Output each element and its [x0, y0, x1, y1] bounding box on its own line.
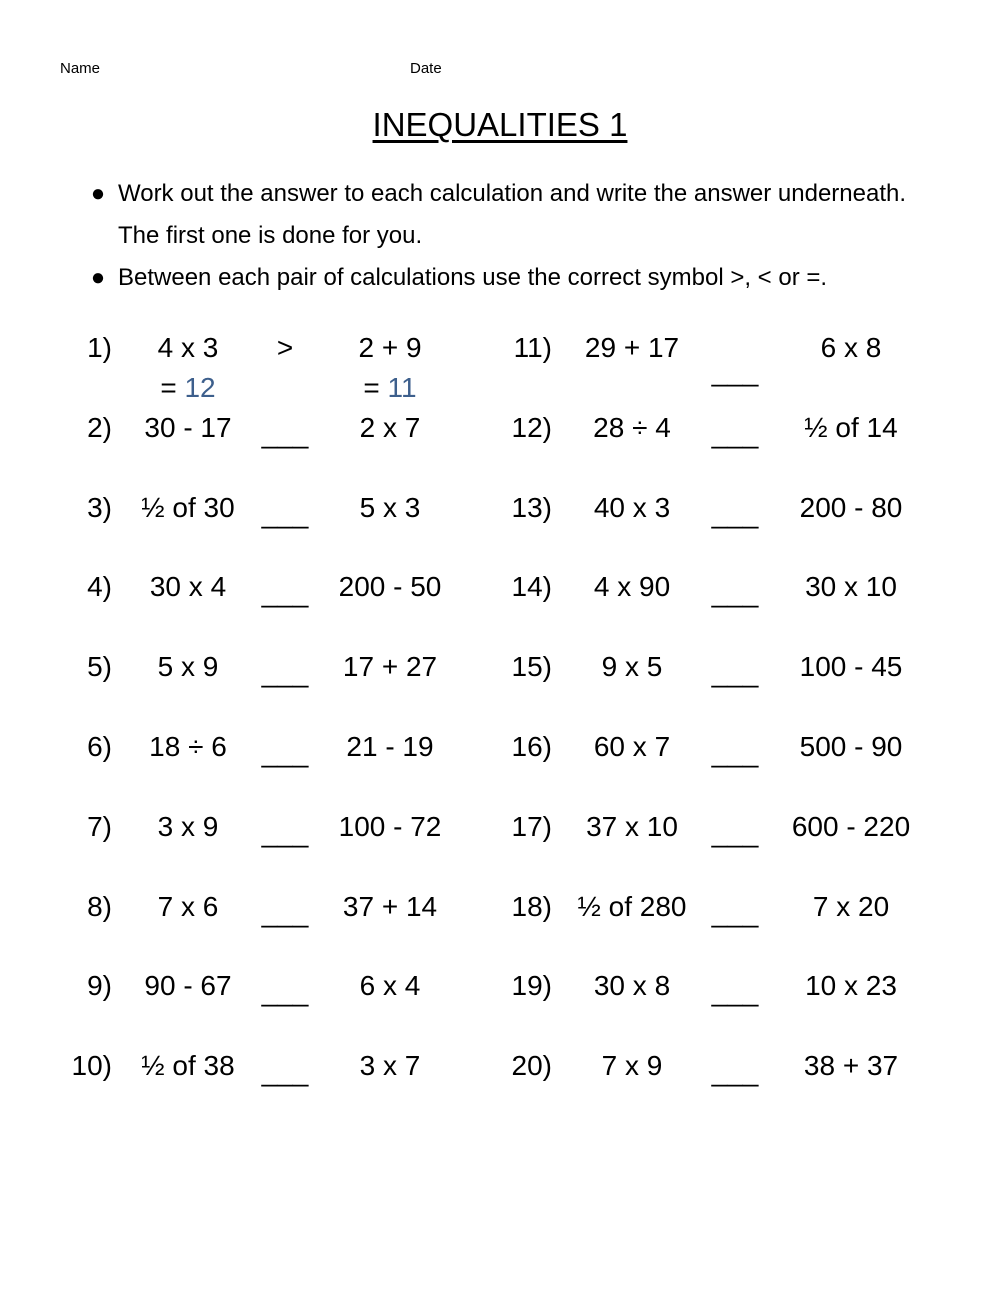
problem-number: 1) — [87, 332, 112, 363]
left-expression: 30 - 17 — [144, 411, 232, 443]
comparison-symbol: > — [276, 332, 294, 363]
answer-blank[interactable]: ___ — [261, 657, 309, 689]
left-expression: 4 x 90 — [593, 571, 671, 603]
problem-number: 19) — [511, 970, 552, 1002]
problem-number: 6) — [87, 731, 112, 762]
right-expression: 2 x 7 — [359, 411, 421, 443]
problem-number: 11) — [513, 332, 552, 363]
left-expression: 37 x 10 — [586, 810, 678, 842]
answer-blank[interactable]: ___ — [711, 896, 759, 928]
answer-blank[interactable]: ___ — [711, 1056, 759, 1088]
left-expression: 30 x 8 — [593, 970, 671, 1002]
answer-blank[interactable]: ___ — [711, 976, 759, 1008]
right-answer — [300, 368, 480, 408]
left-expression: 60 x 7 — [593, 731, 671, 762]
bullet-icon: ● — [90, 180, 106, 207]
name-label: Name — [60, 60, 101, 77]
problem-number: 9) — [87, 970, 112, 1002]
right-expression: 21 - 19 — [346, 731, 434, 762]
problem-number: 10) — [71, 1050, 112, 1082]
date-label: Date — [410, 60, 442, 77]
answer-blank[interactable]: ___ — [261, 577, 309, 609]
left-expression: 5 x 9 — [157, 651, 219, 683]
answer-blank[interactable]: ___ — [711, 816, 759, 848]
left-expression: 9 x 5 — [601, 651, 663, 683]
answer-blank[interactable]: ___ — [711, 356, 759, 387]
answer-value: 11 — [387, 372, 417, 403]
right-expression: 5 x 3 — [359, 491, 421, 523]
answer-blank[interactable]: ___ — [711, 417, 759, 449]
left-answer — [98, 368, 278, 408]
problem-number: 14) — [511, 571, 552, 603]
answer-blank[interactable]: ___ — [711, 737, 759, 768]
left-expression: 3 x 9 — [157, 810, 219, 842]
right-expression: 30 x 10 — [805, 571, 897, 603]
left-expression: ½ of 280 — [577, 890, 687, 922]
answer-blank[interactable]: ___ — [711, 577, 759, 609]
left-expression: 29 + 17 — [584, 332, 680, 363]
problem-number: 17) — [511, 810, 552, 842]
right-expression: 600 - 220 — [791, 810, 911, 842]
answer-blank[interactable]: ___ — [261, 497, 309, 529]
right-expression: 38 + 37 — [803, 1050, 899, 1082]
instruction-text: Between each pair of calculations use the correct symbol >, < or =. — [118, 264, 828, 291]
left-expression: 28 ÷ 4 — [593, 411, 671, 443]
right-expression: 100 - 45 — [799, 651, 903, 683]
problem-number: 15) — [511, 651, 552, 683]
right-expression: 2 + 9 — [358, 332, 422, 363]
answer-blank[interactable]: ___ — [261, 816, 309, 848]
right-expression: ½ of 14 — [804, 411, 898, 443]
left-expression: 18 ÷ 6 — [149, 731, 227, 762]
problem-number: 12) — [511, 411, 552, 443]
right-expression: 200 - 80 — [799, 491, 903, 523]
right-expression: 3 x 7 — [359, 1050, 421, 1082]
equals-sign: = — [363, 372, 388, 403]
left-expression: 4 x 3 — [157, 332, 219, 363]
bullet-icon: ● — [90, 264, 106, 291]
right-expression: 10 x 23 — [805, 970, 897, 1002]
left-expression: ½ of 30 — [141, 491, 235, 523]
problem-number: 18) — [511, 890, 552, 922]
left-expression: ½ of 38 — [141, 1050, 235, 1082]
right-expression: 200 - 50 — [338, 571, 442, 603]
left-expression: 40 x 3 — [593, 491, 671, 523]
problem-number: 7) — [87, 810, 112, 842]
answer-blank[interactable]: ___ — [261, 737, 309, 768]
worksheet-title: INEQUALITIES 1 — [372, 106, 628, 143]
right-expression: 100 - 72 — [338, 810, 442, 842]
problem-number: 8) — [87, 890, 112, 922]
right-expression: 37 + 14 — [342, 890, 438, 922]
instruction-text: Work out the answer to each calculation and write the answer underneath. The first one is done for you. — [118, 180, 907, 249]
problem-number: 3) — [87, 491, 112, 523]
answer-blank[interactable]: ___ — [261, 896, 309, 928]
equals-sign: = — [160, 372, 185, 403]
left-expression: 7 x 6 — [157, 890, 219, 922]
problem-number: 13) — [511, 491, 552, 523]
problem-number: 2) — [87, 411, 112, 443]
answer-blank[interactable]: ___ — [261, 1056, 309, 1088]
answer-blank[interactable]: ___ — [711, 497, 759, 529]
answer-blank[interactable]: ___ — [261, 417, 309, 449]
answer-blank[interactable]: ___ — [711, 657, 759, 689]
right-expression: 6 x 4 — [359, 970, 421, 1002]
left-expression: 7 x 9 — [601, 1050, 663, 1082]
left-expression: 30 x 4 — [149, 571, 227, 603]
problem-number: 16) — [511, 731, 552, 762]
answer-blank[interactable]: ___ — [261, 976, 309, 1008]
problem-number: 5) — [87, 651, 112, 683]
right-expression: 17 + 27 — [342, 651, 438, 683]
problem-number: 4) — [87, 571, 112, 603]
left-expression: 90 - 67 — [144, 970, 232, 1002]
right-expression: 7 x 20 — [812, 890, 890, 922]
right-expression: 6 x 8 — [820, 332, 882, 363]
problem-number: 20) — [511, 1050, 552, 1082]
answer-value: 12 — [184, 372, 216, 403]
right-expression: 500 - 90 — [799, 731, 903, 762]
